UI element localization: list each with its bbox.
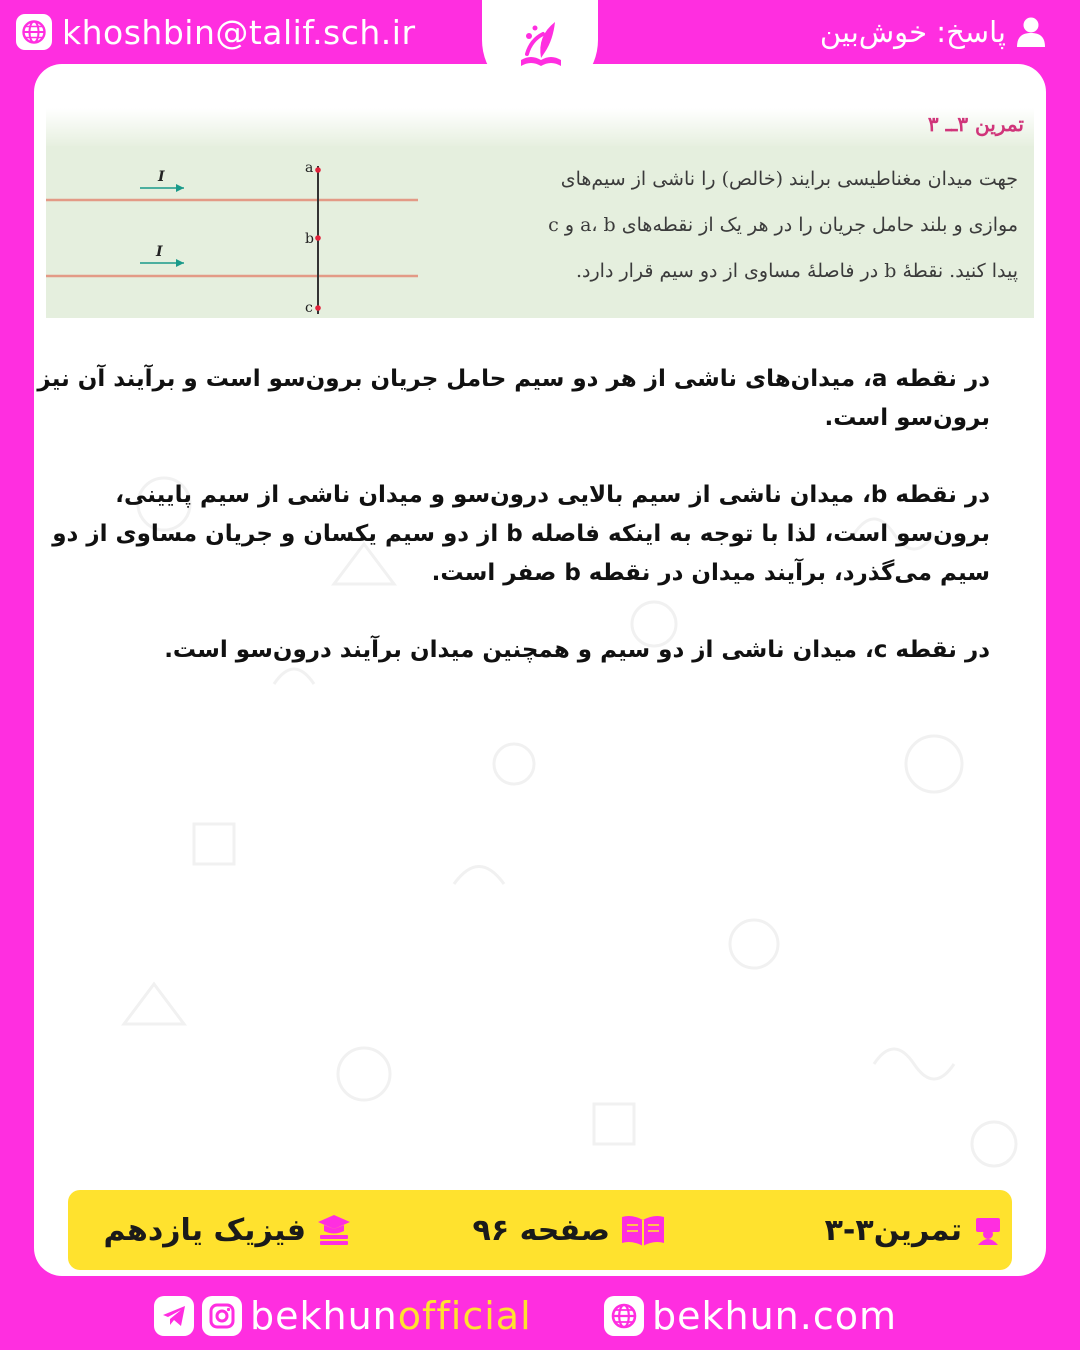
footer-page [473, 1190, 666, 1270]
answer-paragraph-b: در نقطه b، میدان ناشی از سیم بالایی درون‌سو و میدان ناشی از سیم پایینی، برون‌سو است، لذا با توجه به اینکه فاصله b از دو سیم یکسان و جریان مساوی از دو سیم می‌گذرد، برآیند میدان در نقطه b صفر است. [52, 482, 990, 586]
point-c-label: c [305, 300, 313, 316]
exercise-statement [498, 156, 1018, 294]
point-a-label: a [305, 160, 314, 176]
point-c-dot [315, 305, 321, 311]
footer-subject-label: فیزیک یازدهم [103, 1212, 306, 1248]
exercise-line: پیدا کنید. نقطهٔ b در فاصلهٔ مساوی از دو سیم قرار دارد. [576, 260, 1018, 282]
exercise-line: جهت میدان مغناطیسی برایند (خالص) را ناشی از سیم‌های [560, 168, 1018, 190]
website-globe-icon [604, 1296, 644, 1336]
telegram-icon[interactable] [154, 1296, 194, 1336]
teacher-icon [972, 1214, 1004, 1246]
answer-paragraph-a: در نقطه a، میدان‌های ناشی از هر دو سیم حامل جریان برون‌سو است و برآیند آن نیز برون‌سو است. [37, 366, 990, 431]
book-icon [620, 1213, 666, 1247]
brand-main: bekhun [250, 1294, 398, 1338]
exercise-title: تمرین ۳ــ ۳ [927, 112, 1024, 136]
email-contact[interactable] [16, 10, 416, 54]
email-text: khoshbin@talif.sch.ir [62, 12, 416, 52]
content-card [34, 64, 1046, 1276]
wire-diagram [46, 146, 446, 318]
instagram-icon[interactable] [202, 1296, 242, 1336]
current-label-top: I [158, 169, 165, 185]
current-label-bottom: I [156, 244, 163, 260]
answer-paragraph-c: در نقطه c، میدان ناشی از دو سیم و همچنین میدان برآیند درون‌سو است. [164, 637, 990, 663]
point-b-dot [315, 235, 321, 241]
exercise-box [46, 108, 1034, 318]
user-icon [1016, 16, 1046, 48]
point-b-label: b [305, 231, 314, 247]
globe-icon [16, 14, 52, 50]
footer-subject [104, 1190, 353, 1270]
brand-official [250, 1294, 532, 1338]
social-official[interactable] [154, 1294, 532, 1338]
point-a-dot [315, 167, 321, 173]
footer-bar [68, 1190, 1012, 1270]
answer-author [820, 10, 1046, 54]
exercise-line: موازی و بلند حامل جریان را در هر یک از نقطه‌های a، b و c [548, 214, 1018, 236]
graduation-cap-icon [316, 1213, 352, 1247]
answer-label: پاسخ: خوش‌بین [819, 15, 1006, 49]
brand-accent: official [397, 1294, 532, 1338]
bottom-bar [0, 1284, 1080, 1350]
website-link[interactable] [604, 1294, 897, 1338]
website-text: bekhun.com [652, 1294, 897, 1338]
footer-page-label: صفحه ۹۶ [472, 1212, 610, 1248]
bekhun-logo-icon [505, 14, 575, 84]
footer-exercise [825, 1190, 1004, 1270]
answer-body [34, 360, 990, 708]
footer-exercise-label: تمرین۳-۳ [824, 1212, 962, 1248]
exercise-header [46, 108, 1034, 146]
